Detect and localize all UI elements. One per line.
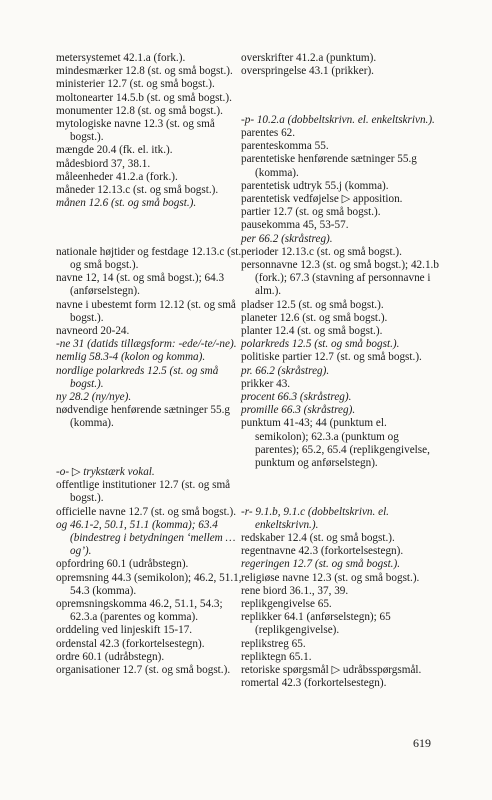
index-entry: partier 12.7 (st. og små bogst.). (241, 206, 381, 219)
index-entry: regentnavne 42.3 (forkortelsestegn). (241, 545, 404, 558)
index-entry: moltonearter 14.5.b (st. og små bogst.). (56, 91, 232, 104)
index-entry: -ne 31 (datids tillægsform: -ede/-te/-ne). (56, 338, 237, 351)
index-entry: -p- 10.2.a (dobbeltskrivn. el. enkeltskrivn.). (241, 113, 435, 126)
index-entry: monumenter 12.8 (st. og små bogst.). (56, 104, 223, 117)
index-entry: mådesbiord 37, 38.1. (56, 157, 151, 170)
index-entry: procent 66.3 (skråstreg). (241, 391, 352, 404)
index-entry: planeter 12.6 (st. og små bogst.). (241, 311, 388, 324)
index-entry: måneder 12.13.c (st. og små bogst.). (56, 184, 219, 197)
index-entry: parentetiske henførende sætninger 55.g (komma). (241, 153, 417, 179)
section-gap (241, 90, 441, 103)
index-entry: politiske partier 12.7 (st. og små bogst.). (241, 351, 422, 364)
index-entry: overskrifter 41.2.a (punktum). (241, 52, 377, 64)
index-entry: navneord 20-24. (56, 325, 130, 338)
index-entry: planter 12.4 (st. og små bogst.). (241, 325, 383, 338)
index-entry: replikgengivelse 65. (241, 598, 332, 611)
index-entry: redskaber 12.4 (st. og små bogst.). (241, 532, 395, 545)
section-gap (241, 481, 441, 494)
index-entry: retoriske spørgsmål ▷ udråbsspørgsmål. (241, 664, 422, 677)
index-entry: opremsning 44.3 (semikolon); 46.2, 51.1, 54.3 (komma). (56, 571, 242, 597)
index-entry: promille 66.3 (skråstreg). (241, 404, 356, 417)
index-entry: måleenheder 41.2.a (fork.). (56, 170, 178, 183)
index-entry: mængde 20.4 (fk. el. itk.). (56, 144, 173, 157)
index-entry: -r- 9.1.b, 9.1.c (dobbeltskrivn. el. enkeltskrivn.). (241, 505, 389, 531)
index-entry: og 46.1-2, 50.1, 51.1 (komma); 63.4 (bindestreg i betydningen ‘mellem … og’). (56, 518, 236, 558)
index-entry: regeringen 12.7 (st. og små bogst.). (241, 558, 400, 571)
index-entry: organisationer 12.7 (st. og små bogst.). (56, 664, 231, 677)
section-gap (56, 442, 246, 455)
index-entry: opremsningskomma 46.2, 51.1, 54.3; 62.3.a (parentes og komma). (56, 598, 223, 624)
index-entry: repliktegn 65.1. (241, 650, 312, 663)
index-entry: offentlige institutioner 12.7 (st. og små bogst.). (56, 479, 231, 505)
index-entry: ordre 60.1 (udråbstegn). (56, 650, 165, 663)
index-entry: ordenstal 42.3 (forkortelsestegn). (56, 637, 205, 650)
section-gap (56, 222, 246, 235)
index-entry: ministerier 12.7 (st. og små bogst.). (56, 78, 215, 91)
index-entry: religiøse navne 12.3 (st. og små bogst.). (241, 571, 420, 584)
index-entry: replikstreg 65. (241, 637, 306, 650)
index-entry: per 66.2 (skråstreg). (241, 232, 333, 245)
page-number: 619 (413, 736, 431, 750)
index-entry: opfordring 60.1 (udråbstegn). (56, 558, 189, 571)
index-entry: navne i ubestemt form 12.12 (st. og små bogst.). (56, 298, 236, 324)
index-entry: ny 28.2 (ny/nye). (56, 391, 132, 404)
index-entry: romertal 42.3 (forkortelsestegn). (241, 677, 387, 690)
index-entry: pr. 66.2 (skråstreg). (241, 364, 330, 377)
index-entry: perioder 12.13.c (st. og små bogst.). (241, 245, 402, 258)
index-entry: navne 12, 14 (st. og små bogst.); 64.3 (anførselstegn). (56, 272, 225, 298)
index-entry: parentetisk udtryk 55.j (komma). (241, 179, 389, 192)
index-entry: punktum 41-43; 44 (punktum el. semikolon); 62.3.a (punktum og parentes); 65.2, 65.4 (replikgengivelse, punktum og anførselstegn). (241, 417, 430, 470)
index-entry: mindesmærker 12.8 (st. og små bogst.). (56, 65, 233, 78)
index-entry: pladser 12.5 (st. og små bogst.). (241, 298, 384, 311)
index-entry: nordlige polarkreds 12.5 (st. og små bogst.). (56, 364, 219, 390)
index-entry: nemlig 58.3-4 (kolon og komma). (56, 351, 206, 364)
index-entry: prikker 43. (241, 377, 291, 390)
index-entry: pausekomma 45, 53-57. (241, 219, 349, 232)
index-entry: polarkreds 12.5 (st. og små bogst.). (241, 338, 400, 351)
index-entry: orddeling ved linjeskift 15-17. (56, 624, 193, 637)
index-column-right (241, 52, 441, 690)
index-entry: parentetisk vedføjelse ▷ apposition. (241, 193, 403, 205)
index-column-left (56, 52, 246, 677)
index-entry: personnavne 12.3 (st. og små bogst.); 42.1.b (fork.); 67.3 (stavning af personnavne i alm.). (241, 259, 439, 298)
index-entry: metersystemet 42.1.a (fork.). (56, 52, 186, 64)
index-entry: månen 12.6 (st. og små bogst.). (56, 197, 197, 210)
index-entry: overspringelse 43.1 (prikker). (241, 65, 374, 78)
index-entry: officielle navne 12.7 (st. og små bogst.). (56, 505, 236, 518)
index-entry: nationale højtider og festdage 12.13.c (st. og små bogst.). (56, 245, 242, 272)
index-entry: mytologiske navne 12.3 (st. og små bogst.). (56, 118, 215, 144)
index-entry: parenteskomma 55. (241, 140, 329, 153)
index-entry: nødvendige henførende sætninger 55.g (komma). (56, 404, 230, 430)
index-entry: rene biord 36.1., 37, 39. (241, 584, 349, 597)
index-entry: replikker 64.1 (anførselstegn); 65 (replikgengivelse). (241, 611, 391, 637)
index-entry: parentes 62. (241, 126, 296, 139)
index-entry: -o- ▷ trykstærk vokal. (56, 466, 155, 479)
